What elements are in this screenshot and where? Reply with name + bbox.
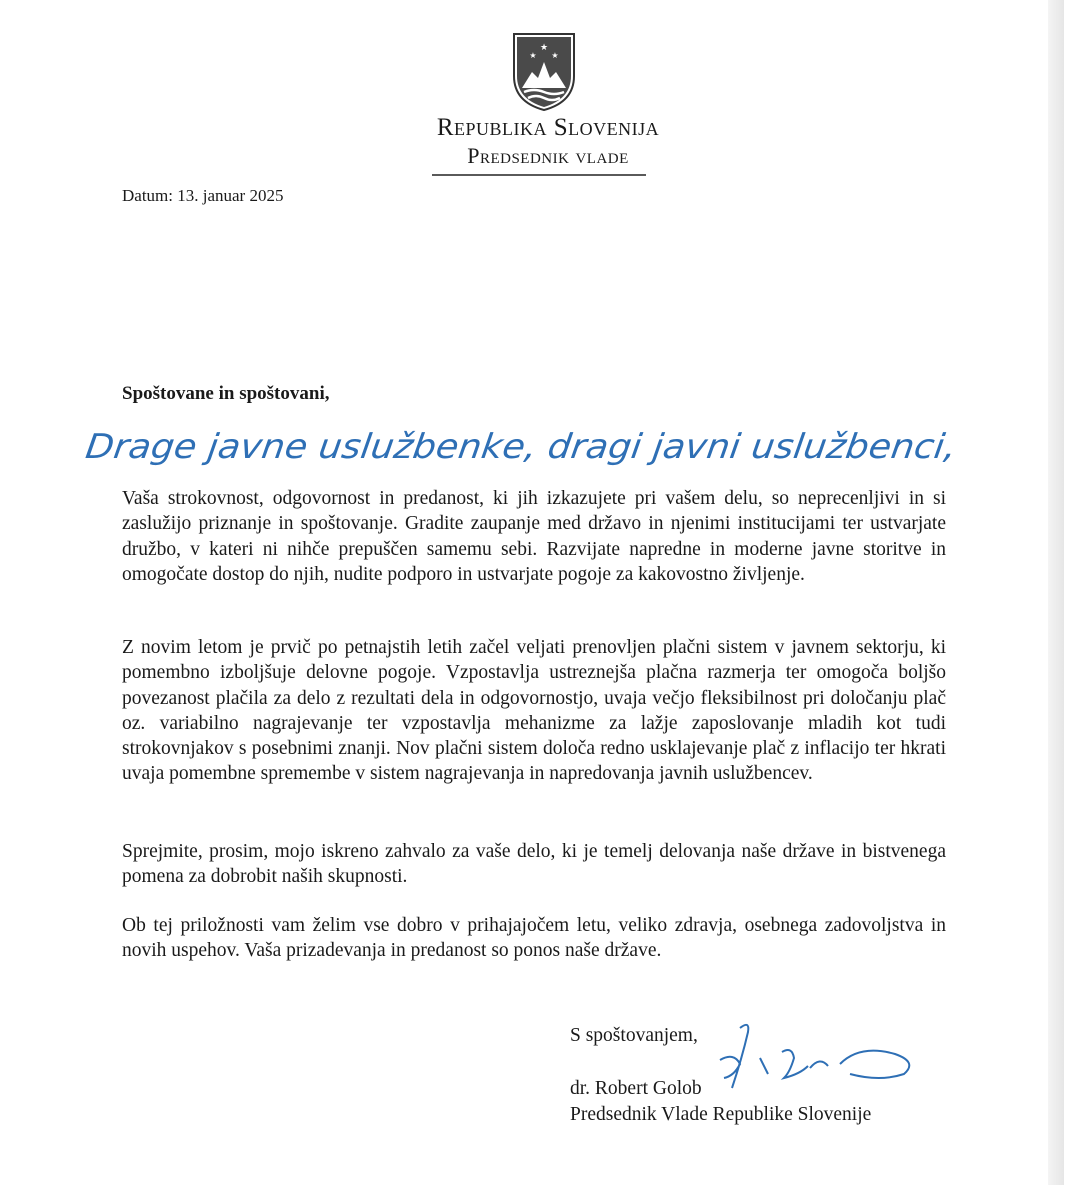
handwritten-greeting — [80, 418, 980, 478]
svg-text:★: ★ — [539, 43, 549, 53]
page-edge — [1048, 0, 1064, 1185]
paragraph-2: Z novim letom je prvič po petnajstih letih začel veljati prenovljen plačni sistem v javnem sektorju, ki pomembno izboljšuje delovne pogoje. Vzpostavlja ustreznejša plačna razmerja ter omogoča boljšo povezanost plačila za delo z rezultati dela in odgovornostjo, uvaja večjo fleksibilnost pri določanju plač oz. variabilno nagrajevanje ter vzpostavlja mehanizme za lažje zaposlovanje mladih kot tudi strokovnjakov s posebnimi znanji. Nov plačni sistem določa redno usklajevanje plač z inflacijo ter hkrati uvaja pomembne spremembe v sistem nagrajevanja in napredovanja javnih uslužbencev. — [122, 637, 946, 785]
signature-image — [690, 1018, 920, 1098]
signer-name: dr. Robert Golob — [570, 1078, 702, 1099]
letter-date: Datum: 13. januar 2025 — [122, 186, 284, 205]
paragraph-4: Ob tej priložnosti vam želim vse dobro v prihajajočem letu, veliko zdravja, osebnega zadovoljstva in novih uspehov. Vaša prizadevanja in predanost so ponos naše države. — [122, 915, 946, 962]
svg-text:Drage javne uslužbenke, dragi: Drage javne uslužbenke, dragi javni uslužbenci, — [83, 427, 903, 467]
svg-text:★: ★ — [551, 51, 559, 60]
salutation: Spoštovane in spoštovani, — [122, 383, 330, 404]
paragraph-1: Vaša strokovnost, odgovornost in predanost, ki jih izkazujete pri vašem delu, so neprecenljivi in si zaslužijo priznanje in spoštovanje. Gradite zaupanje med državo in njenimi institucijami ter ustvarjate družbo, v kateri ni nihče prepuščen samemu sebi. Razvijate napredne in moderne javne storitve in omogočate dostop do njih, nudite podporo in ustvarjate pogoje za kakovostno življenje. — [122, 488, 946, 585]
closing: S spoštovanjem, — [570, 1025, 698, 1046]
signer-title: Predsednik Vlade Republike Slovenije — [570, 1104, 872, 1125]
header-divider — [432, 174, 646, 176]
header-office: Predsednik vlade — [467, 143, 629, 168]
slovenian-coat-of-arms-icon — [510, 32, 578, 112]
paragraph-3: Sprejmite, prosim, mojo iskreno zahvalo za vaše delo, ki je temelj delovanja naše države in bistvenega pomena za dobrobit naših skupnosti. — [122, 841, 946, 888]
svg-text:★: ★ — [529, 51, 537, 60]
header-republic: Republika Slovenija — [436, 114, 660, 141]
